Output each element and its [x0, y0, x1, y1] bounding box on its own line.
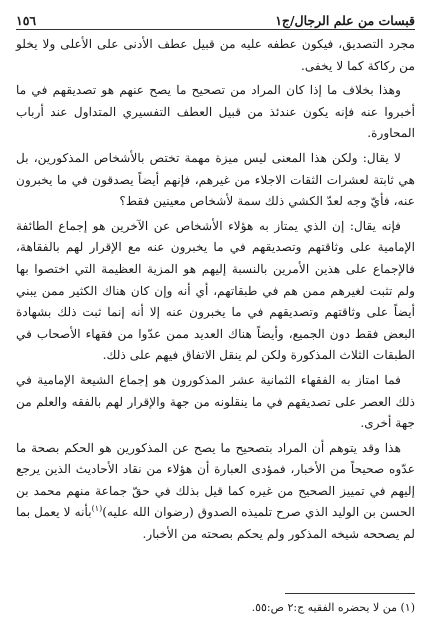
footnote: (١) من لا يحضره الفقيه ج:٢ ص:٥٥.	[251, 601, 415, 614]
page-body	[16, 34, 415, 549]
paragraph: مجرد التصديق، فيكون عطفه عليه من قبيل عطف الأدنى على الأعلى ولا يخلو من ركاكة كما لا يخفى.	[16, 37, 415, 73]
footnote-divider	[285, 593, 415, 594]
paragraph: لا يقال: ولكن هذا المعنى ليس ميزة مهمة تختص بالأشخاص المذكورين، بل هي ثابتة لعشرات الثقات الاجلاء من غيرهم، فإنهم أيضاً يصدقون في ما يخبرون عنه، فأيّ وجه لعدّ الكشي ذلك سمة لأشخاص معينين فقط؟	[16, 150, 415, 209]
footnote-marker: (١)	[91, 504, 103, 514]
book-title: قبسات من علم الرجال/ج١	[275, 13, 415, 28]
paragraph: فما امتاز به الفقهاء الثمانية عشر المذكورون هو إجماع الشيعة الإمامية في ذلك العصر على تصديقهم في ما ينقلونه من جهة والإقرار لهم بالفقه والعلم من جهة أخرى.	[16, 372, 415, 431]
header-divider	[16, 29, 415, 30]
paragraph	[16, 438, 415, 546]
page-header	[16, 6, 415, 28]
page-number: ١٥٦	[16, 13, 37, 28]
paragraph-text-continued: بأنه لا يعمل بما لم يصححه شيخه المذكور ولم يحكم بصحته من الأخبار.	[16, 505, 415, 542]
paragraph-text: هذا وقد يتوهم أن المراد بتصحيح ما يصح عن المذكورين هو الحكم بصحة ما عدّوه صحيحاً من الأخبار، فمؤدى العبارة أن هؤلاء من نقاد الأحاديث الذين يرجع إليهم في تمييز الصحيح من غيره كما قيل بذلك في حقّ جماعة منهم محمد بن الحسن بن الوليد الذي صرح تلميذه الصدوق (رضوان الله عليه)	[16, 440, 416, 520]
paragraph: وهذا بخلاف ما إذا كان المراد من تصحيح ما يصح عنهم هو تصديقهم في ما أخبروا عنه فإنه يكون عندئذ من قبيل العطف التفسيري المتداول عند أرباب المحاورة.	[16, 83, 415, 141]
paragraph: فإنه يقال: إن الذي يمتاز به هؤلاء الأشخاص عن الآخرين هو إجماع الطائفة الإمامية على وثاقتهم وتصديقهم في ما يخبرون عنه مع الإقرار لهم بالفقاهة، فالإجماع على هذين الأمرين بالنسبة إليهم هو المزية العظيمة التي اختصوا بها ولم تثبت لغيرهم ممن هم في طبقاتهم، أي أنه وإن كان هناك الكثير ممن يبني أيضاً على وثاقتهم وتصديقهم في ما يخبرون عنه إلا أنه إنما ثبت ذلك بشهادة البعض فقط دون الجميع، وأيضاً هناك العديد ممن عدّوا من فقهاء الأصحاب في الطبقات الثلاث المذكورة ولكن لم ينقل الاتفاق فيهم على ذلك.	[16, 218, 415, 363]
